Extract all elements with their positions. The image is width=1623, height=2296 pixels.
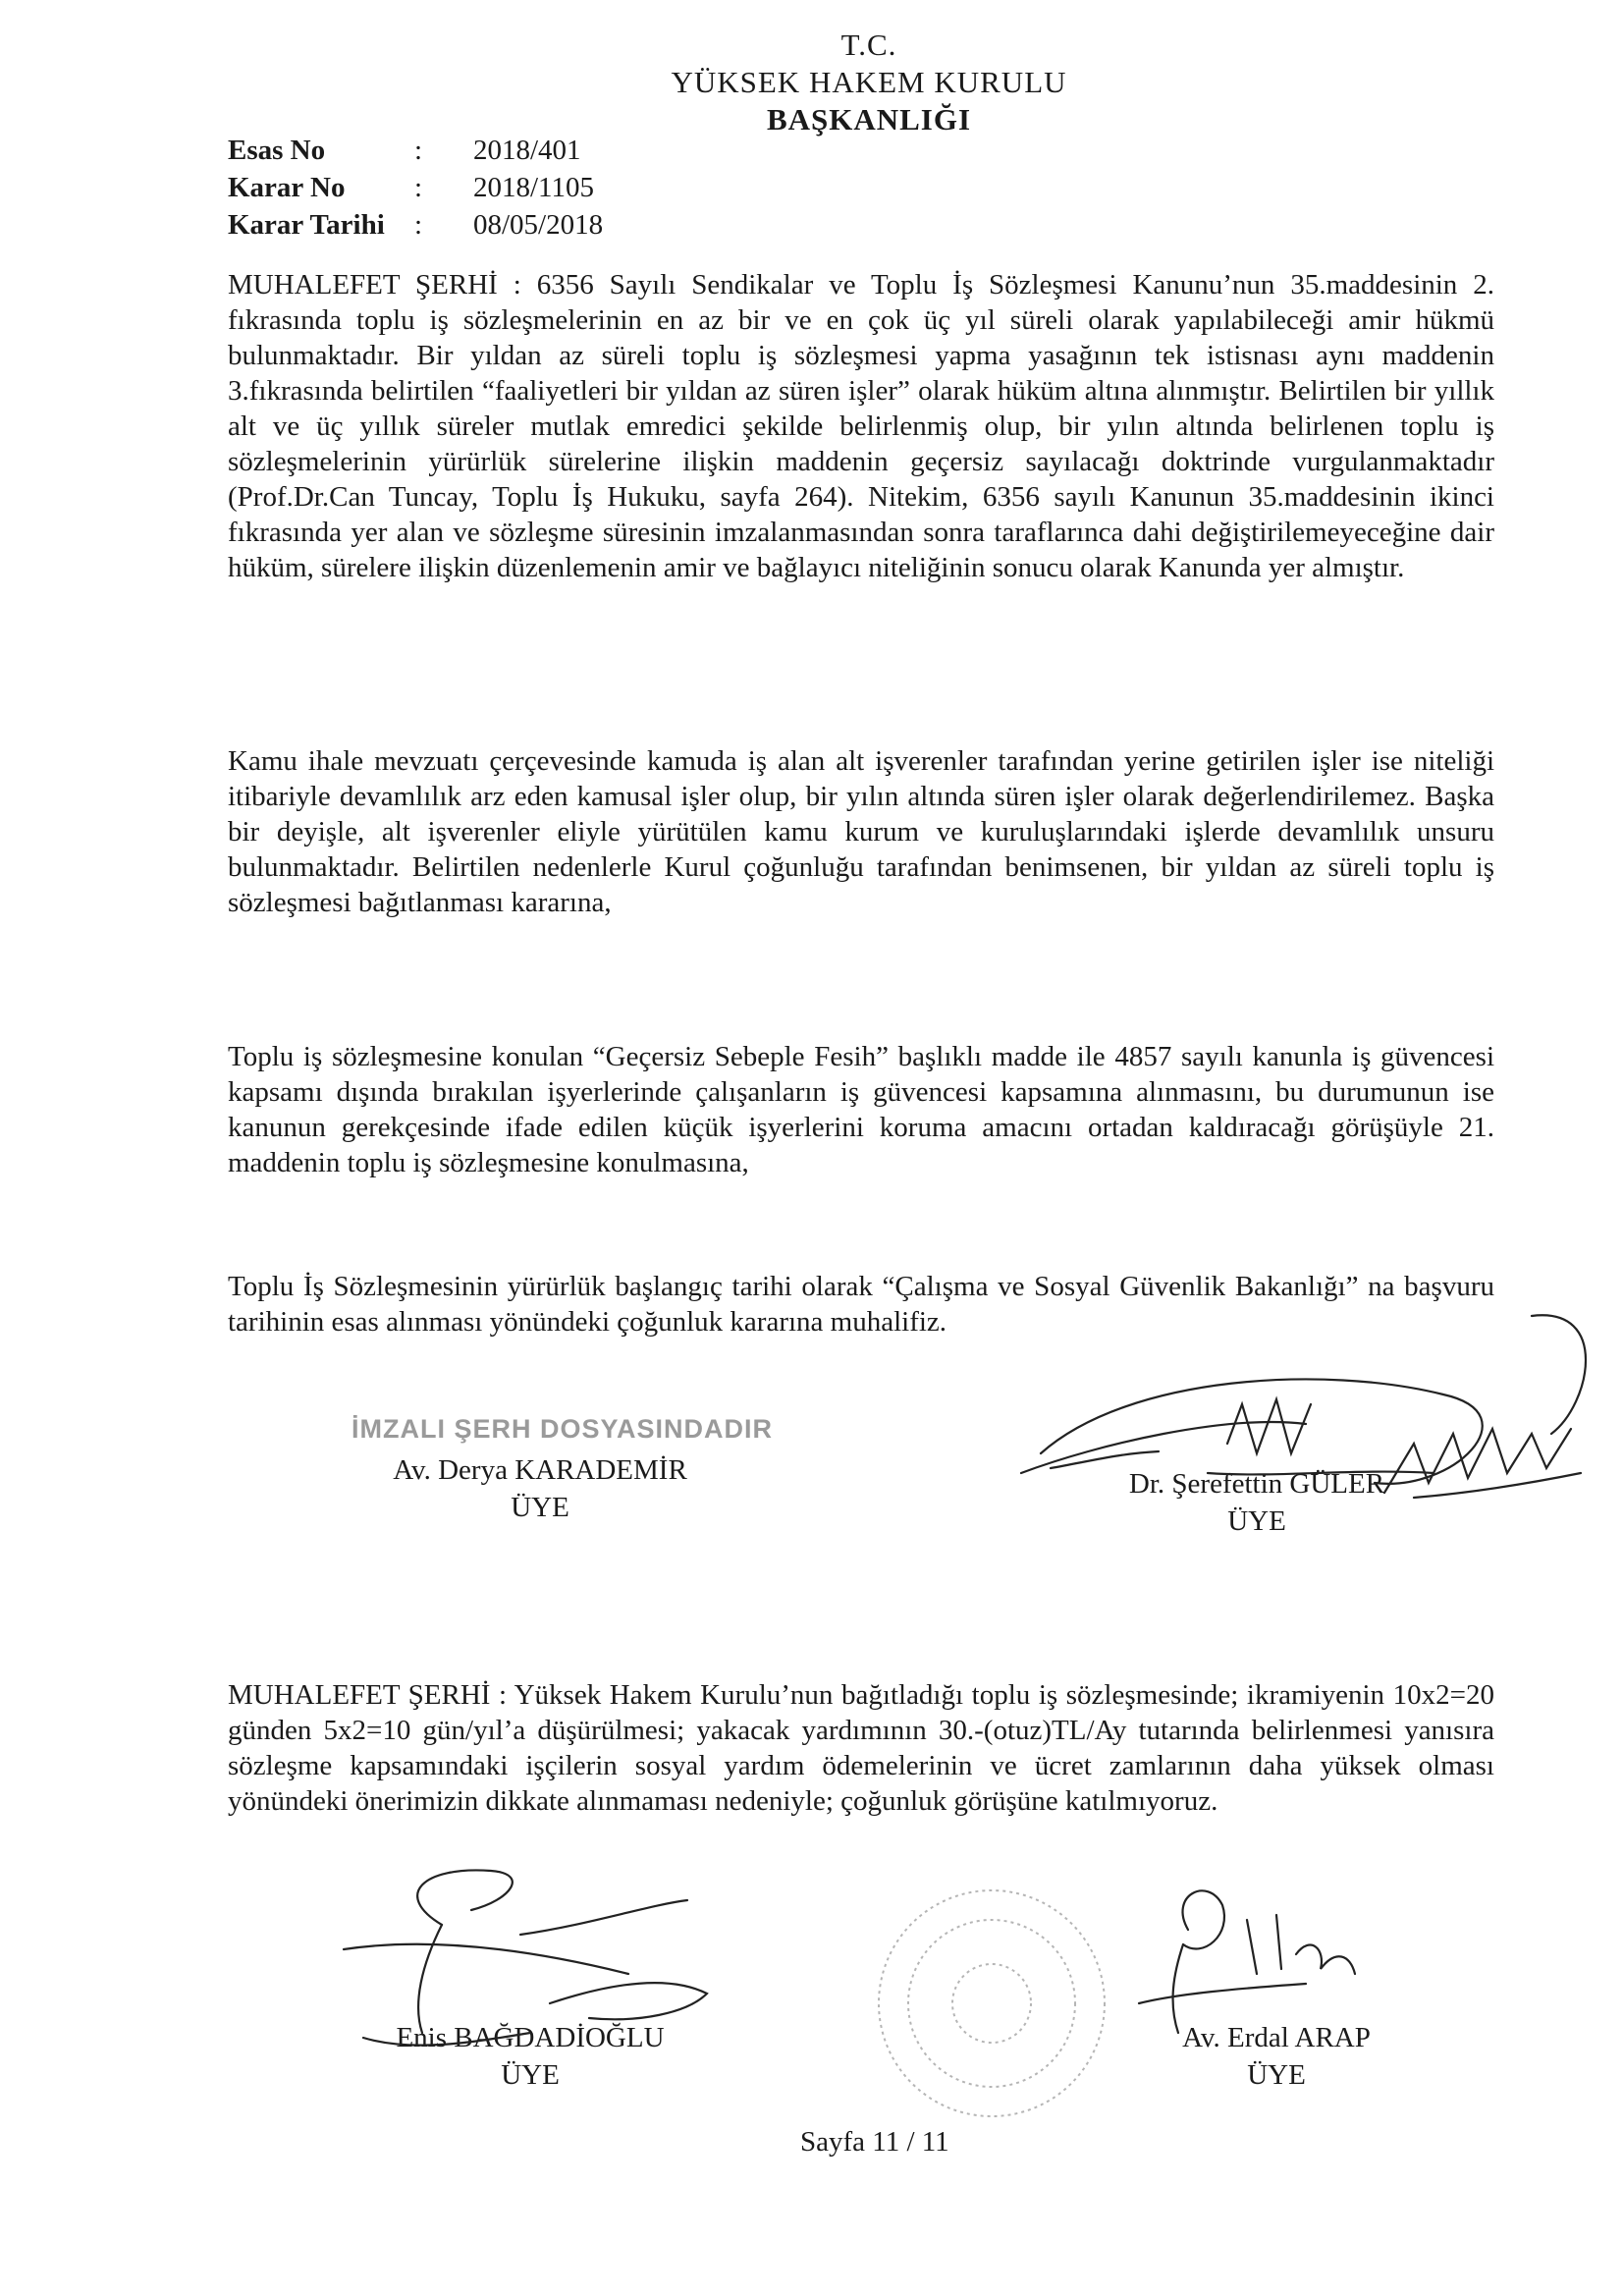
esas-label: Esas No	[228, 135, 326, 166]
signer-role: ÜYE	[501, 2059, 560, 2091]
karar-value: 2018/1105	[473, 172, 594, 203]
karar-separator: :	[414, 172, 423, 203]
esas-separator: :	[414, 135, 423, 166]
dissent-paragraph-2: Kamu ihale mevzuatı çerçevesinde kamuda iş alan alt işverenler tarafından yerine getirilen işler ise niteliği itibariyle devamlılık arz eden kamusal işler olup, bir yılın altında süren işler olarak değerlendirilemez. Başka bir deyişle, alt işverenler eliyle yürütülen kamu kurum ve kuruluşlarındaki işlerde devamlılık unsuru bulunmaktadır. Belirtilen nedenlerle Kurul çoğunluğu tarafından benimsenen, bir yıldan az süreli toplu iş sözleşmesi bağıtlanması kararına,	[228, 745, 1494, 918]
signer-role: ÜYE	[1227, 1505, 1286, 1537]
header-department: BAŞKANLIĞI	[766, 102, 972, 137]
signer-role: ÜYE	[511, 1492, 569, 1523]
dissent-paragraph-1: MUHALEFET ŞERHİ : 6356 Sayılı Sendikalar ve Toplu İş Sözleşmesi Kanunu’nun 35.maddesinin 2. fıkrasında toplu iş sözleşmelerinin en az bir ve en çok üç yıl süreli olarak yapılabileceği amir hükmü bulunmaktadır. Bir yıldan az süreli toplu iş sözleşmesi yapma yasağının tek istisnası aynı maddenin 3.fıkrasında belirtilen “faaliyetleri bir yıldan az süren işler” olarak hüküm altına alınmıştır. Belirtilen bir yıllık alt ve üç yıllık süreler mutlak emredici şekilde belirlenmiş olup, bir yılın altında belirlenen toplu iş sözleşmelerinin yürürlük sürelerine ilişkin maddenin geçersiz sayılacağı doktrinde vurgulanmaktadır (Prof.Dr.Can Tuncay, Toplu İş Hukuku, sayfa 264). Nitekim, 6356 sayılı Kanunun 35.maddesinin ikinci fıkrasında yer alan ve sözleşme süresinin imzalanmasından sonra taraflarınca dahi değiştirilemeyeceğine dair hüküm, sürelere ilişkin düzenlemenin amir ve bağlayıcı niteliğinin sonucu olarak Kanunda yer almıştır.	[228, 269, 1494, 583]
signer-name: Av. Erdal ARAP	[1182, 2022, 1371, 2053]
dissent-paragraph-3: Toplu iş sözleşmesine konulan “Geçersiz Sebeple Fesih” başlıklı madde ile 4857 sayılı kanunla iş güvencesi kapsamı dışında bırakılan işyerlerinde çalışanların iş güvencesi kapsamına alınmasını, bu durumunun ise kanunun gerekçesinde ifade edilen küçük işyerlerini koruma amacını ortadan kaldıracağı görüşüyle 21. maddenin toplu iş sözleşmesine konulmasına,	[228, 1041, 1494, 1178]
tarih-separator: :	[414, 209, 423, 241]
tarih-row	[228, 206, 603, 244]
header-tc: T.C.	[840, 27, 897, 62]
karar-row	[228, 169, 603, 206]
signature-block-arap	[1129, 2019, 1424, 2094]
header-institution: YÜKSEK HAKEM KURULU	[671, 65, 1067, 99]
esas-value: 2018/401	[473, 135, 581, 166]
dissent-paragraph-4: Toplu İş Sözleşmesinin yürürlük başlangıç tarihi olarak “Çalışma ve Sosyal Güvenlik Bakanlığı” na başvuru tarihinin esas alınması yönündeki çoğunluk kararına muhalifiz.	[228, 1271, 1494, 1338]
signature-block-bagdadioglu	[349, 2019, 712, 2094]
signature-block-karademir	[353, 1451, 727, 1526]
signer-name: Av. Derya KARADEMİR	[393, 1454, 687, 1486]
signature-on-file-stamp: İMZALI ŞERH DOSYASINDADIR	[352, 1414, 774, 1444]
signer-name: Enis BAĞDADİOĞLU	[396, 2022, 665, 2053]
karar-label: Karar No	[228, 172, 346, 203]
tarih-label: Karar Tarihi	[228, 209, 385, 241]
dissent-paragraph-5: MUHALEFET ŞERHİ : Yüksek Hakem Kurulu’nun bağıtladığı toplu iş sözleşmesinde; ikramiyenin 10x2=20 günden 5x2=10 gün/yıl’a düşürülmesi; yakacak yardımının 30.-(otuz)TL/Ay tutarında belirlenmesi yanısıra sözleşme kapsamındaki işçilerin sosyal yardım ödemelerinin ve ücret zamlarının daha yüksek olması yönündeki önerimizin dikkate alınmaması nedeniyle; çoğunluk görüşüne katılmıyoruz.	[228, 1679, 1494, 1817]
arap-signature-icon	[1139, 1890, 1355, 2033]
signer-role: ÜYE	[1247, 2059, 1306, 2091]
case-meta	[228, 132, 603, 244]
signer-name: Dr. Şerefettin GÜLER	[1128, 1468, 1385, 1500]
tarih-value: 08/05/2018	[473, 209, 604, 241]
page-number: Sayfa 11 / 11	[800, 2126, 949, 2158]
official-seal-icon	[879, 1890, 1105, 2116]
signature-block-guler	[1080, 1465, 1434, 1540]
esas-row	[228, 132, 603, 169]
